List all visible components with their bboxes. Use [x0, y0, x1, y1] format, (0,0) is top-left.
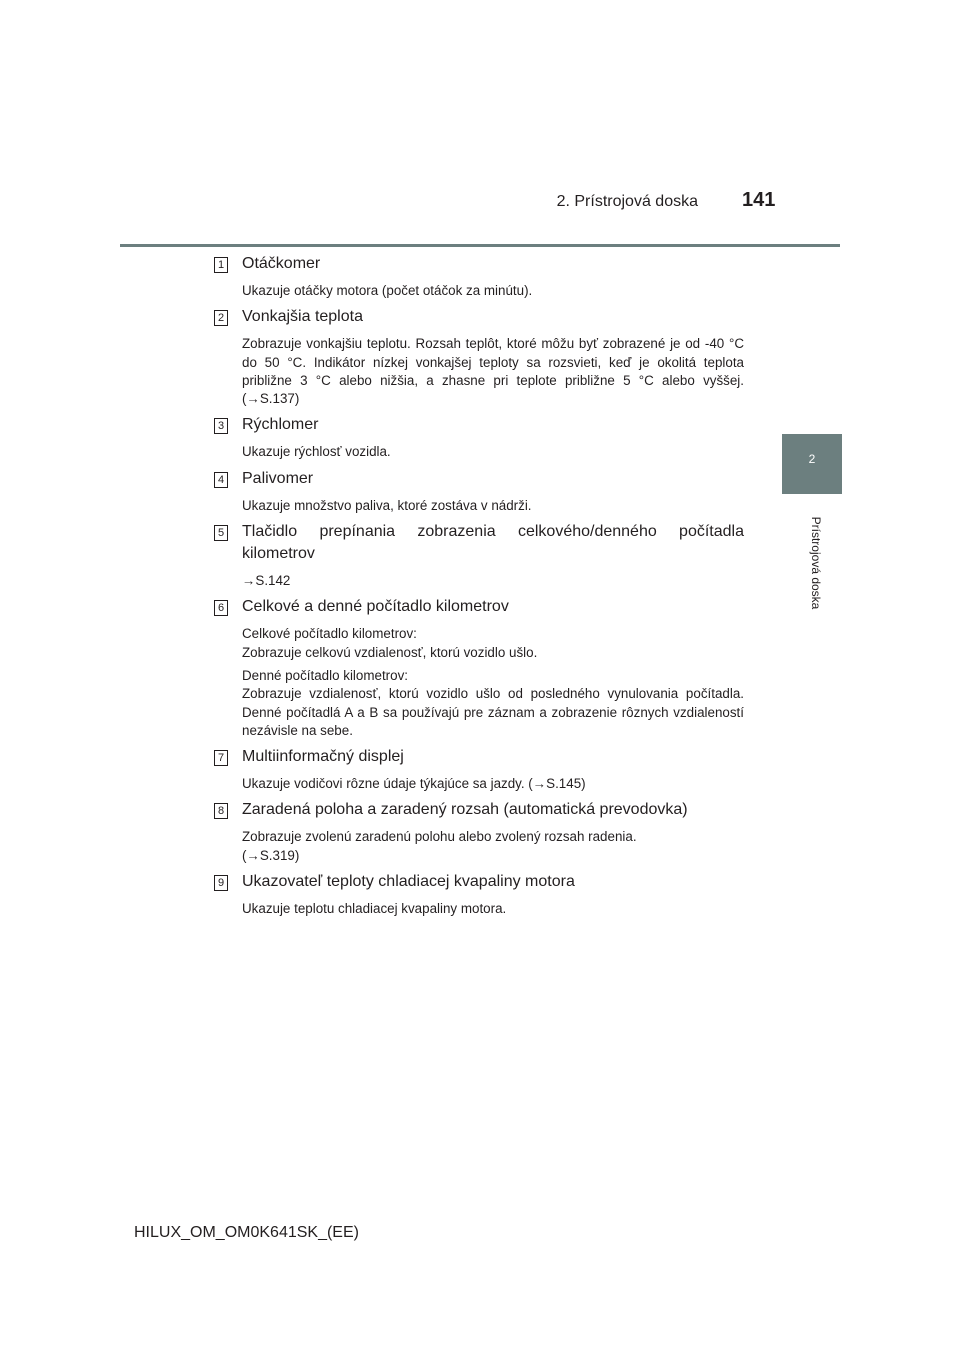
header-rule — [120, 244, 840, 247]
list-item — [214, 799, 744, 865]
item-description: Denné počítadlo kilometrov: Zobrazuje vzdialenosť, ktorú vozidlo ušlo od posledného vynulovania počítadla. Denné počítadlá A a B sa používajú pre záznam a zobrazenie rôznych vzdialeností nezávisle na sebe. — [242, 667, 744, 738]
chapter-tab — [782, 434, 842, 494]
list-item — [214, 468, 744, 515]
page-number: 141 — [742, 189, 776, 211]
item-description: Ukazuje teplotu chladiacej kvapaliny motora. — [242, 901, 507, 917]
list-item — [214, 414, 744, 461]
item-title: Celkové a denné počítadlo kilometrov — [242, 598, 509, 616]
item-number-badge: 3 — [214, 418, 228, 434]
item-title: Palivomer — [242, 469, 314, 487]
item-description: Ukazuje množstvo paliva, ktoré zostáva v nádrži. — [242, 497, 532, 513]
list-item — [214, 521, 744, 590]
item-number-badge: 8 — [214, 803, 228, 819]
item-title: Rýchlomer — [242, 416, 319, 434]
item-description: Ukazuje otáčky motora (počet otáčok za minútu). — [242, 283, 533, 298]
item-description: Ukazuje vodičovi rôzne údaje týkajúce sa jazdy. (→S.145) — [242, 776, 586, 792]
chapter-side-label — [803, 505, 821, 625]
item-description: Zobrazuje vonkajšiu teplotu. Rozsah teplôt, ktoré môžu byť zobrazené je od -40 °C do 50 °C. Indikátor nízkej vonkajšej teploty sa rozsvieti, keď je okolitá teplota približne 3 °C alebo nižšia, a zhasne pri teplote približne 5 °C alebo vyššej. (→S.137) — [242, 336, 744, 407]
list-item — [214, 871, 744, 918]
list-item — [214, 596, 744, 740]
list-item — [214, 306, 744, 408]
item-title: Vonkajšia teplota — [242, 308, 363, 326]
item-number-badge: 4 — [214, 472, 228, 488]
chapter-label: Prístrojová doska — [809, 516, 823, 610]
item-title: Ukazovateľ teploty chladiacej kvapaliny motora — [242, 873, 575, 891]
item-list — [214, 253, 744, 924]
list-item — [214, 253, 744, 300]
item-title: Otáčkomer — [242, 255, 321, 272]
item-title: Zaradená poloha a zaradený rozsah (automatická prevodovka) — [242, 801, 688, 819]
list-item — [214, 746, 744, 793]
item-title: Tlačidlo prepínania zobrazenia celkového/denného počítadla kilometrov — [242, 523, 744, 563]
item-description: Ukazuje rýchlosť vozidla. — [242, 444, 391, 460]
item-number-badge: 7 — [214, 750, 228, 766]
chapter-number: 2 — [808, 452, 816, 466]
item-description: Celkové počítadlo kilometrov: Zobrazuje celkovú vzdialenosť, ktorú vozidlo ušlo. — [242, 626, 538, 660]
item-number-badge: 6 — [214, 600, 228, 616]
item-number-badge: 9 — [214, 875, 228, 891]
item-description: Zobrazuje zvolenú zaradenú polohu alebo zvolený rozsah radenia. (→S.319) — [242, 829, 637, 863]
item-title: Multiinformačný displej — [242, 748, 404, 766]
item-number-badge: 1 — [214, 257, 228, 273]
section-title: 2. Prístrojová doska — [556, 193, 698, 210]
item-number-badge: 5 — [214, 525, 228, 541]
document-code: HILUX_OM_OM0K641SK_(EE) — [134, 1224, 359, 1241]
item-number-badge: 2 — [214, 310, 228, 326]
item-description: →S.142 — [242, 573, 291, 589]
